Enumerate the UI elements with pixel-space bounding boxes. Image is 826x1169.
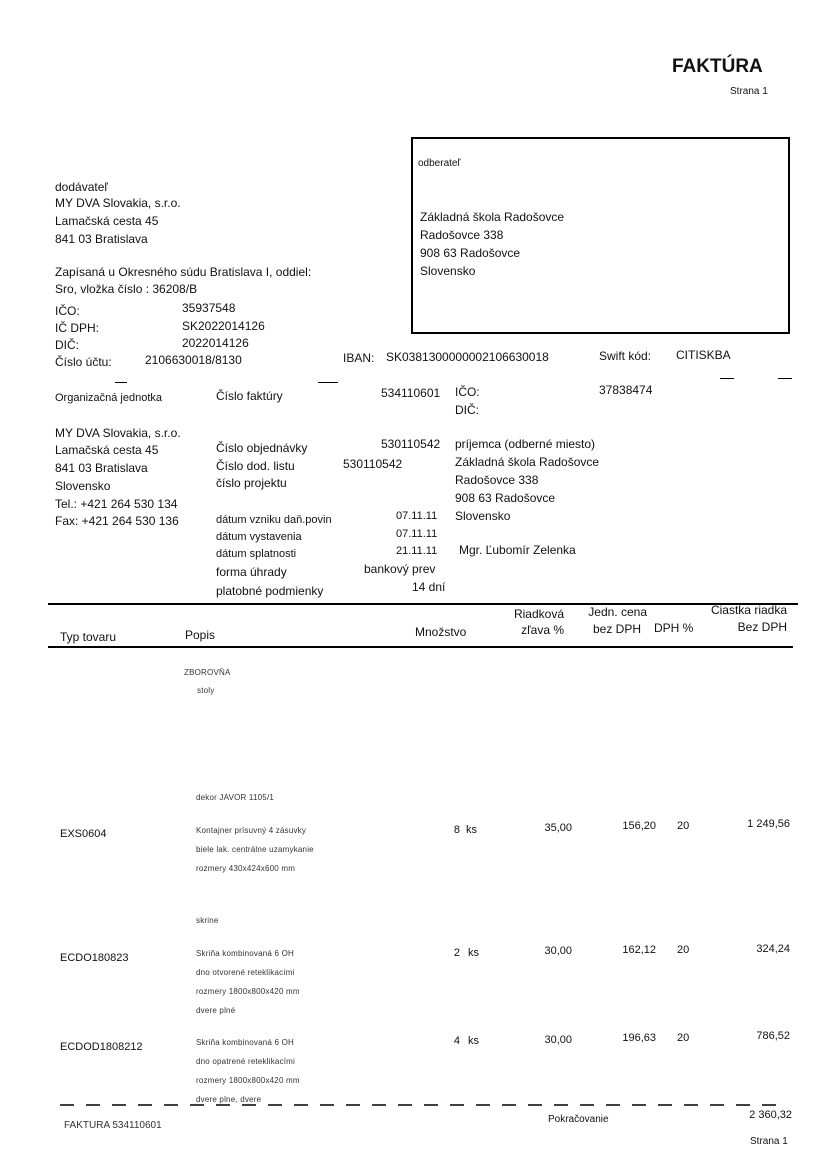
footer-dashed-rule [60, 1103, 780, 1107]
separator-dash [778, 378, 792, 379]
recipient-street: Radošovce 338 [455, 473, 539, 487]
row-desc-line: rozmery 430x424x600 mm [196, 864, 296, 873]
row-discount: 30,00 [544, 1034, 572, 1046]
delivery-label: Číslo dod. listu [216, 459, 295, 473]
payment-form-label: forma úhrady [216, 565, 287, 579]
recipient-person: Mgr. Ľubomír Zelenka [459, 543, 576, 557]
row-desc-line: rozmery 1800x800x420 mm [196, 1076, 300, 1085]
header-description: Popis [185, 628, 216, 642]
row-desc-line: dvere plné [196, 1006, 236, 1015]
supplier-dic: 2022014126 [182, 336, 249, 350]
row-quantity: 2 [453, 947, 460, 959]
row-desc-line: dno otvorené reteklikacími [196, 968, 295, 977]
header-quantity: Množstvo [415, 625, 467, 639]
order-label: Číslo objednávky [216, 441, 308, 455]
supplier-ico: 35937548 [182, 301, 236, 315]
customer-name: Základná škola Radošovce [420, 210, 565, 224]
supplier-city: 841 03 Bratislava [55, 232, 148, 246]
continuation-label: Pokračovanie [548, 1114, 609, 1125]
row-code: ECDO180823 [60, 952, 129, 964]
recipient-heading: príjemca (odberné miesto) [455, 437, 596, 451]
org-country: Slovensko [55, 479, 111, 493]
row-code: EXS0604 [60, 828, 107, 840]
payment-form: bankový prev [364, 562, 436, 576]
header-total-1: Čiastka riadka [710, 603, 787, 617]
invoice-dic-label: DIČ: [455, 403, 479, 417]
row-desc-line: Skriňa kombinovaná 6 OH [196, 949, 294, 958]
supplier-register-1: Zapísaná u Okresného súdu Bratislava I, oddiel: [55, 265, 312, 279]
section-subtitle: stoly [197, 686, 215, 695]
supplier-iban: SK0381300000002106630018 [386, 350, 549, 364]
row-desc-line: dvere plne, dvere [196, 1095, 262, 1104]
supplier-heading: dodávateľ [55, 180, 108, 194]
footer-invoice-number: FAKTURA 534110601 [64, 1120, 162, 1131]
table-header-rule [48, 646, 793, 648]
separator-dash [318, 382, 338, 383]
supplier-ico-label: IČO: [55, 304, 80, 318]
invoice-ico: 37838474 [599, 383, 653, 397]
separator-dash [720, 378, 734, 379]
supplier-icdph-label: IČ DPH: [55, 321, 100, 335]
supplier-swift: CITISKBA [676, 348, 731, 362]
recipient-name: Základná škola Radošovce [455, 455, 600, 469]
continuation-amount: 2 360,32 [749, 1109, 792, 1121]
supplier-account-label: Číslo účtu: [55, 355, 112, 369]
row-unit: ks [466, 824, 477, 836]
header-vat: DPH % [654, 621, 694, 635]
recipient-country: Slovensko [455, 509, 511, 523]
project-label: číslo projektu [216, 476, 287, 490]
row-unit-price: 196,63 [622, 1032, 656, 1044]
row-unit-price: 156,20 [622, 820, 656, 832]
page-number-top: Strana 1 [730, 86, 768, 97]
recipient-city: 908 63 Radošovce [455, 491, 556, 505]
payment-terms-label: platobné podmienky [216, 584, 324, 598]
row-code: ECDOD1808212 [60, 1041, 143, 1053]
header-type: Typ tovaru [60, 630, 117, 644]
supplier-name: MY DVA Slovakia, s.r.o. [55, 196, 181, 210]
tax-date-label: dátum vzniku daň.povin [216, 514, 332, 526]
payment-terms: 14 dní [412, 580, 446, 594]
issue-date-label: dátum vystavenia [216, 531, 302, 543]
header-discount-2: zľava % [521, 623, 564, 637]
header-total-2: Bez DPH [737, 620, 787, 634]
supplier-street: Lamačská cesta 45 [55, 214, 159, 228]
row-quantity: 8 [453, 824, 460, 836]
row-total: 1 249,56 [747, 818, 790, 830]
row-unit: ks [468, 947, 479, 959]
row-unit: ks [468, 1035, 479, 1047]
due-date: 21.11.11 [396, 545, 438, 557]
row-desc-line: biele lak. centrálne uzamykanie [196, 845, 314, 854]
supplier-swift-label: Swift kód: [599, 349, 652, 363]
row-discount: 30,00 [544, 945, 572, 957]
row-vat: 20 [677, 820, 690, 832]
org-heading: Organizačná jednotka [55, 392, 163, 404]
row-quantity: 4 [453, 1035, 460, 1047]
separator-dash [115, 382, 127, 383]
supplier-account: 2106630018/8130 [145, 353, 242, 367]
customer-city: 908 63 Radošovce [420, 246, 521, 260]
row-vat: 20 [677, 944, 690, 956]
supplier-iban-label: IBAN: [343, 351, 375, 365]
row-total: 324,24 [756, 943, 790, 955]
page-number-bottom: Strana 1 [750, 1136, 788, 1147]
row-desc-line: dno opatrené reteklikacími [196, 1057, 296, 1066]
tax-date: 07.11.11 [396, 510, 438, 522]
org-tel: Tel.: +421 264 530 134 [55, 497, 178, 511]
invoice-number-label: Číslo faktúry [216, 389, 283, 403]
customer-heading: odberateľ [418, 158, 461, 169]
cabinets-note: skrine [196, 916, 219, 925]
row-vat: 20 [677, 1032, 690, 1044]
row-desc-line: Kontajner prísuvný 4 zásuvky [196, 826, 307, 835]
supplier-register-2: Sro, vložka číslo : 36208/B [55, 282, 198, 296]
delivery-number: 530110542 [343, 457, 403, 471]
customer-street: Radošovce 338 [420, 228, 504, 242]
header-discount-1: Riadková [513, 607, 564, 621]
org-city: 841 03 Bratislava [55, 461, 148, 475]
issue-date: 07.11.11 [396, 528, 438, 540]
supplier-icdph: SK2022014126 [182, 319, 265, 333]
invoice-ico-label: IČO: [455, 385, 480, 399]
row-total: 786,52 [756, 1030, 790, 1042]
section-title: ZBOROVŇA [184, 668, 231, 677]
org-street: Lamačská cesta 45 [55, 443, 159, 457]
row-desc-line: rozmery 1800x800x420 mm [196, 987, 300, 996]
order-number: 530110542 [381, 437, 441, 451]
row-desc-line: Skriňa kombinovaná 6 OH [196, 1038, 294, 1047]
invoice-number: 534110601 [381, 386, 441, 400]
table-top-rule [48, 603, 798, 605]
header-price-2: bez DPH [592, 622, 641, 636]
due-date-label: dátum splatnosti [216, 548, 297, 560]
decor-note: dekor JAVOR 1105/1 [196, 793, 275, 802]
supplier-dic-label: DIČ: [55, 338, 79, 352]
org-name: MY DVA Slovakia, s.r.o. [55, 426, 181, 440]
org-fax: Fax: +421 264 530 136 [55, 514, 179, 528]
document-title: FAKTÚRA [672, 56, 763, 77]
row-unit-price: 162,12 [622, 944, 656, 956]
row-discount: 35,00 [544, 822, 572, 834]
customer-country: Slovensko [420, 264, 476, 278]
header-price-1: Jedn. cena [588, 605, 647, 619]
